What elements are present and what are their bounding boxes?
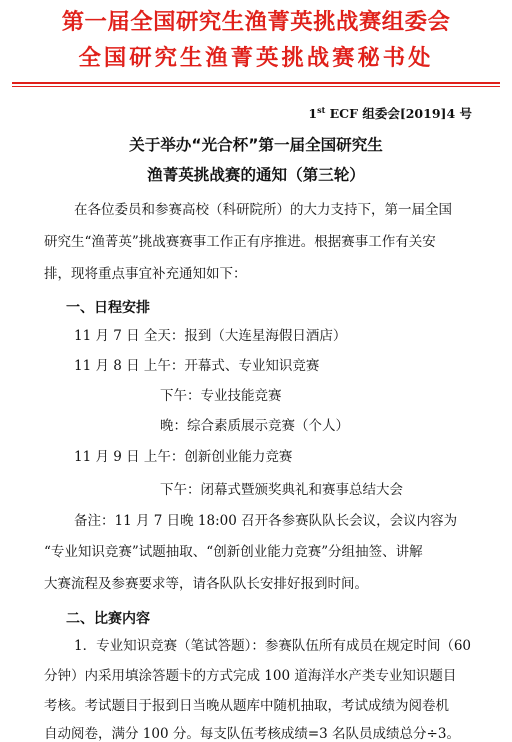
document-number [308, 104, 472, 122]
contents-line: 自动阅卷，满分 100 分。每支队伍考核成绩=3 名队员成绩总分÷3。 [44, 726, 460, 742]
doc-number-prefix: 1 [308, 106, 318, 121]
contents-line: 1．专业知识竞赛（笔试答题）：参赛队伍所有成员在规定时间（60 [74, 638, 472, 654]
schedule-row: 11 月 8 日 上午：开幕式、专业知识竞赛 [74, 358, 320, 374]
header-divider [12, 82, 500, 84]
schedule-row: 11 月 9 日 上午：创新创业能力竞赛 [74, 449, 293, 465]
schedule-row: 晚：综合素质展示竞赛（个人） [160, 418, 349, 434]
notice-title-line-1: 关于举办“光合杯”第一届全国研究生 [129, 136, 383, 154]
contents-line: 分钟）内采用填涂答题卡的方式完成 100 道海洋水产类专业知识题目 [44, 668, 457, 684]
section-heading-schedule: 一、日程安排 [66, 300, 150, 316]
contents-line: 考核。考试题目于报到日当晚从题库中随机抽取，考试成绩为阅卷机 [44, 698, 449, 714]
schedule-row: 11 月 7 日 全天：报到（大连星海假日酒店） [74, 328, 347, 344]
note-line: “专业知识竞赛”试题抽取、“创新创业能力竞赛”分组抽签、讲解 [44, 544, 423, 560]
intro-line: 在各位委员和参赛高校（科研院所）的大力支持下，第一届全国 [74, 202, 452, 218]
note-line: 大赛流程及参赛要求等，请各队队长安排好报到时间。 [44, 576, 368, 592]
header-org-committee: 第一届全国研究生渔菁英挑战赛组委会 [61, 9, 451, 35]
doc-number-rest: ECF 组委会[2019]4 号 [325, 106, 472, 121]
header-secretariat: 全国研究生渔菁英挑战赛秘书处 [78, 45, 434, 71]
schedule-row: 下午：专业技能竞赛 [160, 388, 282, 404]
note-line: 备注：11 月 7 日晚 18:00 召开各参赛队队长会议，会议内容为 [74, 513, 458, 529]
schedule-row: 下午：闭幕式暨颁奖典礼和赛事总结大会 [160, 482, 403, 498]
notice-title-line-2: 渔菁英挑战赛的通知（第三轮） [147, 166, 365, 184]
intro-line: 排，现将重点事宜补充通知如下： [44, 266, 247, 282]
section-heading-contents: 二、比赛内容 [66, 611, 150, 627]
header-divider-thin [12, 86, 500, 87]
doc-number-sup: st [317, 104, 326, 115]
intro-line: 研究生“渔菁英”挑战赛赛事工作正有序推进。根据赛事工作有关安 [44, 234, 436, 250]
